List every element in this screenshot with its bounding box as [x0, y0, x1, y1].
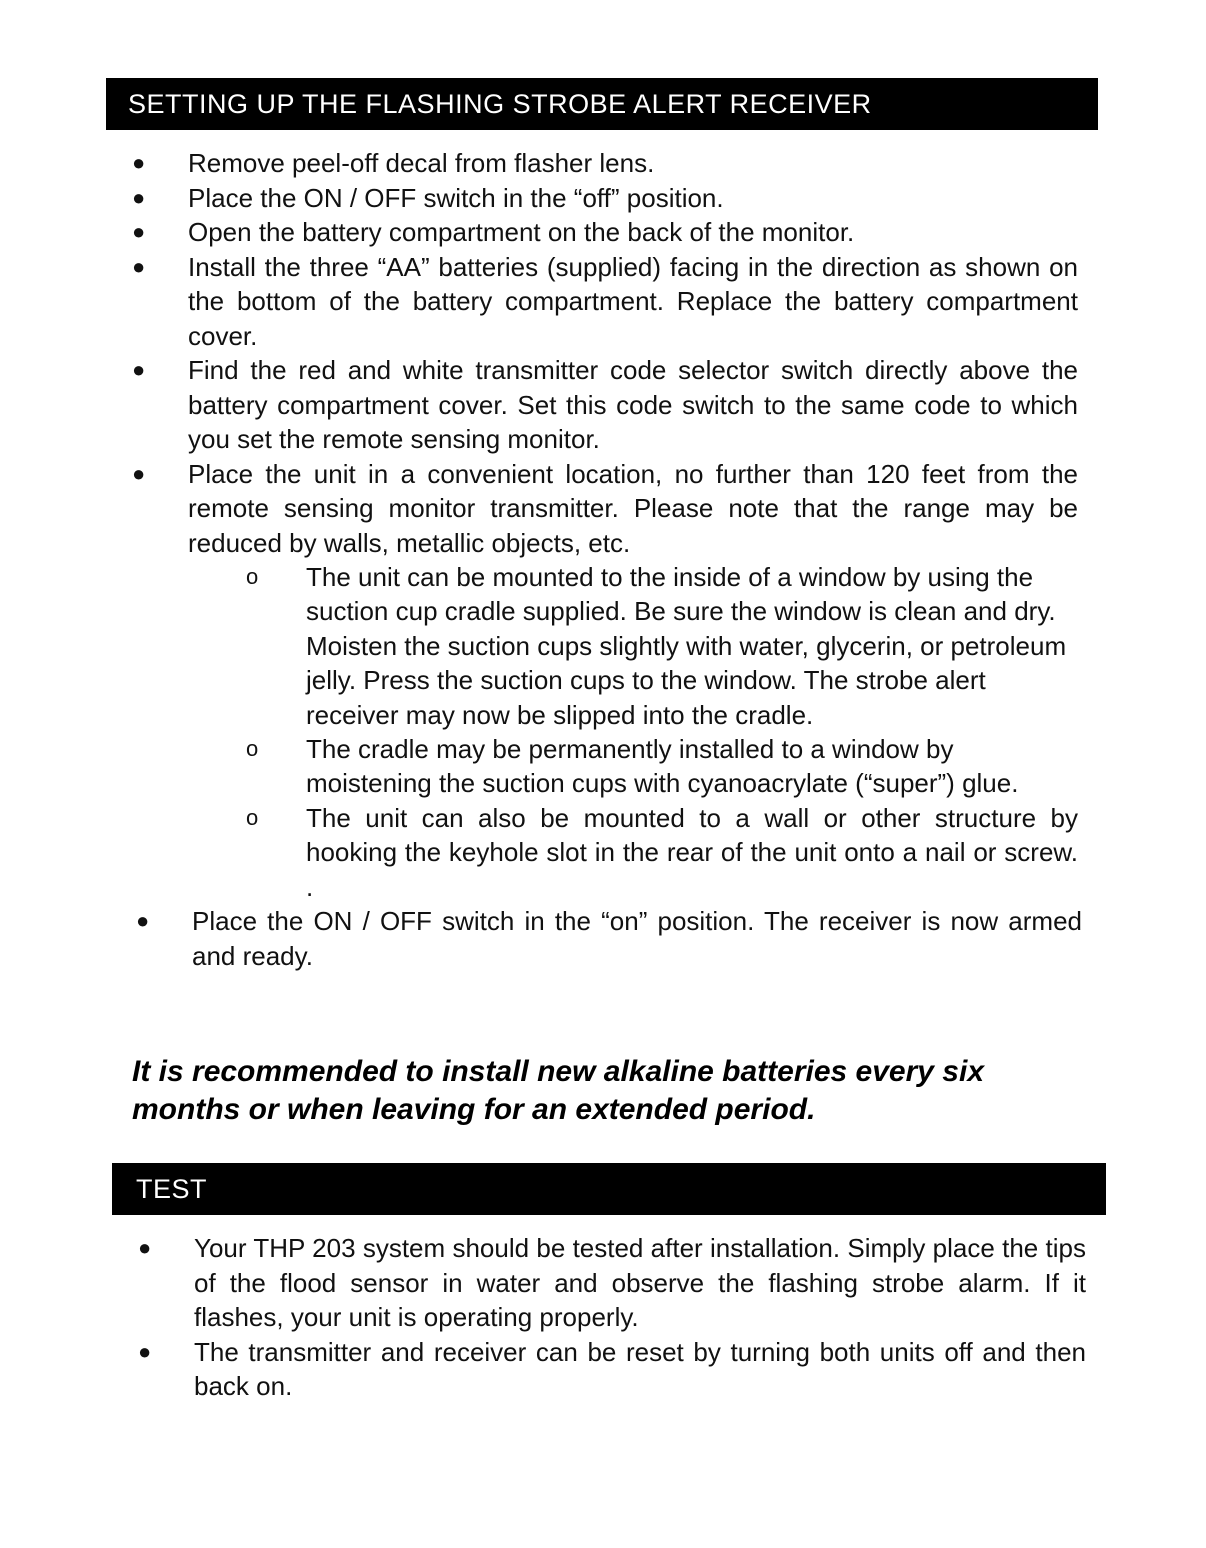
sub-bullet-icon: o [246, 564, 259, 589]
mounting-option-text: The unit can be mounted to the inside of a window by using the suction cup cradle supplied. Be sure the window is clean and dry. Moisten the suction cups slightly with water, glycerin, or petroleum jelly. Press the suction cups to the window. The strobe alert receiver may now be slipped into the cradle. [306, 562, 1067, 730]
list-item [138, 1231, 1086, 1335]
mounting-option-text: The unit can also be mounted to a wall or other structure by hooking the keyhole slot in the rear of the unit onto a nail or screw. . [306, 802, 1078, 902]
list-item [132, 353, 1078, 457]
bullet-icon: ● [132, 219, 146, 244]
bullet-icon: ● [136, 908, 150, 934]
bullet-icon: ● [132, 253, 146, 279]
sub-bullet-icon: o [246, 804, 259, 830]
list-item [132, 181, 1078, 216]
mounting-options-list [188, 560, 1078, 904]
bullet-icon: ● [132, 184, 146, 210]
step-text: Place the ON / OFF switch in the “on” position. The receiver is now armed and ready. [192, 906, 1082, 971]
list-item [138, 1335, 1086, 1404]
test-steps-list [138, 1231, 1086, 1404]
bullet-icon: ● [132, 150, 146, 175]
section-heading-test: TEST [112, 1163, 1106, 1215]
step-text: Place the ON / OFF switch in the “off” position. [188, 182, 724, 213]
sub-list-item [246, 801, 1078, 904]
test-step-text: Your THP 203 system should be tested after installation. Simply place the tips of the flood sensor in water and observe the flashing strobe alarm. If it flashes, your unit is operating properly. [194, 1233, 1086, 1332]
list-item [136, 904, 1082, 973]
sub-list-item [246, 560, 1078, 732]
test-step-text: The transmitter and receiver can be reset by turning both units off and then back on. [194, 1336, 1086, 1401]
mounting-option-text: The cradle may be permanently installed to a window by moistening the suction cups with cyanoacrylate (“super”) glue. [306, 734, 1019, 799]
bullet-icon: ● [132, 460, 146, 486]
list-item [132, 146, 1078, 181]
step-text: Find the red and white transmitter code selector switch directly above the battery compartment cover. Set this code switch to the same code to which you set the remote sensing monitor. [188, 355, 1078, 454]
step-text: Install the three “AA” batteries (supplied) facing in the direction as shown on the bottom of the battery compartment. Replace the battery compartment cover. [188, 251, 1078, 351]
sub-bullet-icon: o [246, 736, 259, 762]
bullet-icon: ● [138, 1338, 152, 1364]
setup-steps-list [132, 146, 1082, 973]
list-item [132, 215, 1078, 250]
bullet-icon: ● [138, 1235, 152, 1260]
sub-list-item [246, 732, 1078, 801]
list-item [132, 457, 1078, 905]
step-text: Open the battery compartment on the back of the monitor. [188, 217, 855, 247]
list-item [132, 250, 1078, 354]
section-heading-setup: SETTING UP THE FLASHING STROBE ALERT RECEIVER [106, 78, 1098, 130]
bullet-icon: ● [132, 357, 146, 382]
battery-recommendation-note: It is recommended to install new alkaline batteries every six months or when leaving for an extended period. [132, 1055, 985, 1126]
step-text: Remove peel-off decal from flasher lens. [188, 148, 655, 178]
step-text: Place the unit in a convenient location, no further than 120 feet from the remote sensing monitor transmitter. Please note that the range may be reduced by walls, metallic objects, etc. [188, 458, 1078, 558]
